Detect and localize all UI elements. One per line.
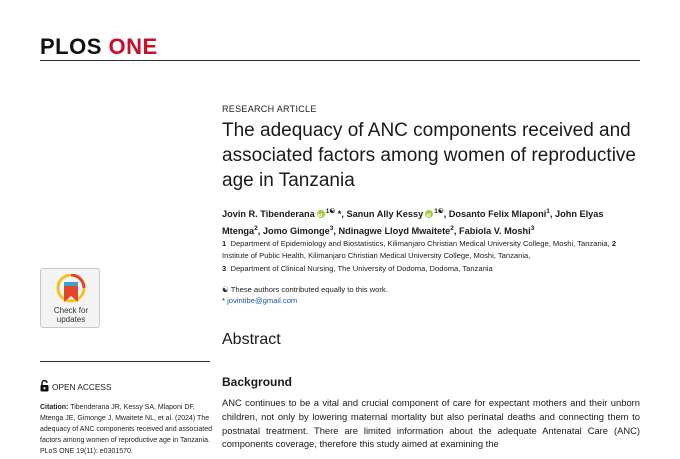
sidebar-divider — [40, 361, 210, 362]
author-affiliation-sup: 1 — [546, 208, 550, 215]
author-name[interactable]: Jomo Gimonge — [262, 225, 330, 236]
article-type: RESEARCH ARTICLE — [222, 104, 317, 114]
author-name[interactable]: Jovin R. Tibenderana — [222, 209, 315, 220]
citation-block — [40, 402, 212, 457]
equal-contribution-note: ☯ These authors contributed equally to this work. — [222, 285, 388, 294]
affiliation-number: 2 — [611, 239, 617, 248]
citation-text: Tibenderana JR, Kessy SA, Mlaponi DF, Mtenga JE, Gimonge J, Mwaitete NL, et al. (2024) The adequacy of ANC components received and associated factors among women of reproductive age in Tanzania. PLoS ONE 19(11): e0301570. — [40, 404, 212, 455]
citation-label: Citation: — [40, 404, 69, 411]
author-name[interactable]: Fabiola V. Moshi — [459, 225, 531, 236]
author-name[interactable]: Ndinagwe Lloyd Mwaitete — [338, 225, 451, 236]
check-updates-label-line2: updates — [56, 315, 86, 324]
author-affiliation-sup: 1☯ — [434, 208, 444, 215]
orcid-icon[interactable] — [317, 210, 325, 218]
orcid-icon[interactable] — [425, 210, 433, 218]
header-divider — [40, 60, 640, 61]
author-name[interactable]: Sanun Ally Kessy — [346, 209, 424, 220]
corresponding-email-link[interactable]: jovintibe@gmail.com — [227, 296, 298, 305]
author-affiliation-sup: 2 — [450, 224, 454, 232]
affiliations — [222, 238, 642, 275]
affiliation-number: 1 — [222, 239, 227, 248]
corresponding-marker: * — [222, 296, 228, 305]
check-updates-label-line1: Check for — [53, 306, 89, 315]
background-heading: Background — [222, 375, 293, 389]
affiliation-number: 3 — [222, 263, 227, 273]
affiliation-text: Institute of Public Health, Kilimanjaro Christian Medical University College, Moshi, Tanzania, — [222, 251, 531, 261]
background-text: ANC continues to be a vital and crucial component of care for expectant mothers and their unborn children, not only by lowering maternal mortality but also perinatal deaths and connecting them to postnatal treatment. There are limited information about the adequate Antenatal Care (ANC) components coverage, therefore this study aimed at examining the — [222, 397, 640, 450]
journal-logo[interactable] — [40, 34, 158, 60]
check-for-updates-button[interactable] — [40, 268, 100, 328]
check-for-updates-icon — [56, 274, 86, 306]
author-separator: , — [443, 209, 449, 220]
affiliation-text: Department of Clinical Nursing, The University of Dodoma, Dodoma, Tanzania — [230, 263, 493, 273]
open-lock-icon — [40, 380, 49, 394]
author-separator: , — [453, 225, 460, 236]
open-access-badge — [40, 380, 111, 394]
open-access-label: OPEN ACCESS — [52, 382, 112, 392]
article-title: The adequacy of ANC components received and associated factors among women of reproductive age in Tanzania — [222, 120, 636, 191]
journal-logo-plos: PLOS — [40, 34, 102, 59]
affiliation-text: Department of Epidemiology and Biostatistics, Kilimanjaro Christian Medical University College, Moshi, Tanzania, — [230, 239, 612, 248]
author-affiliation-sup: 3 — [530, 224, 535, 232]
author-affiliation-sup: 3 — [329, 224, 334, 232]
journal-logo-one: ONE — [101, 34, 158, 59]
author-name[interactable]: Dosanto Felix Mlaponi — [448, 209, 547, 220]
author-affiliation-sup: 2 — [254, 224, 258, 232]
author-name[interactable]: John Elyas Mtenga — [222, 209, 604, 236]
author-affiliation-sup: 1☯ — [325, 208, 336, 215]
author-list — [222, 205, 642, 238]
author-separator: *, — [335, 209, 347, 220]
author-separator: , — [257, 225, 263, 236]
author-separator: , — [333, 225, 339, 236]
abstract-heading: Abstract — [222, 331, 281, 348]
author-notes — [222, 284, 642, 306]
author-separator: , — [549, 209, 555, 220]
